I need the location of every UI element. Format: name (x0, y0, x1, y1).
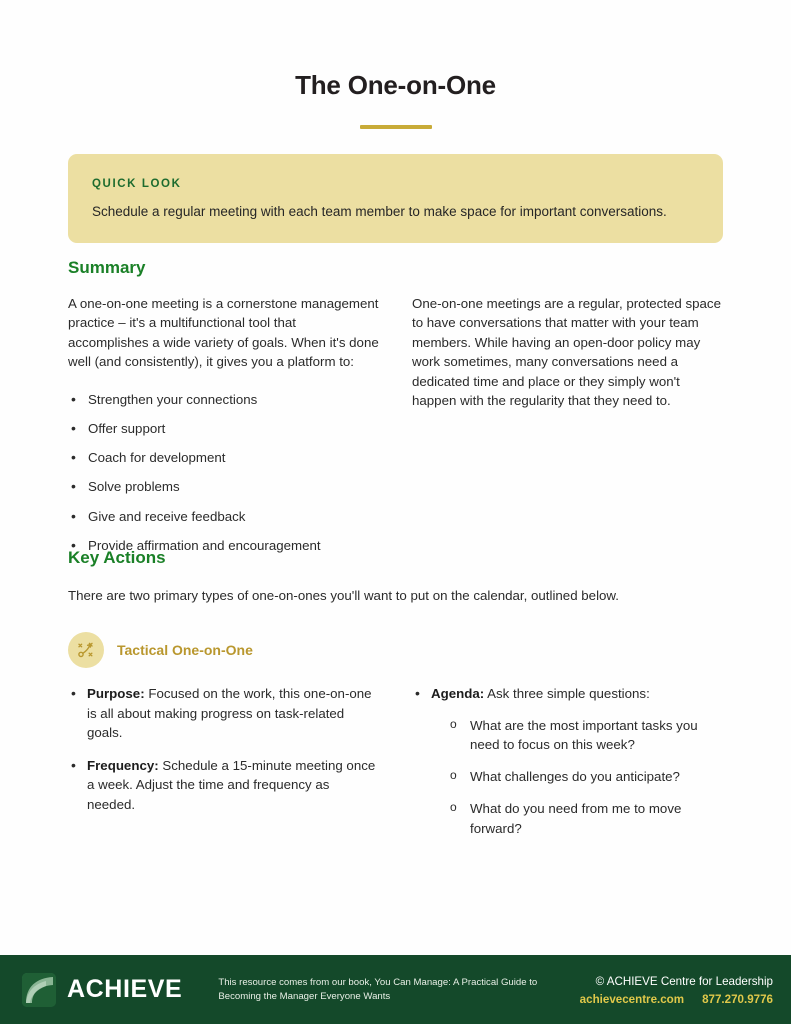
key-actions-left-column (68, 684, 380, 852)
summary-columns (68, 294, 724, 565)
summary-heading: Summary (68, 258, 146, 277)
summary-left-paragraph: A one-on-one meeting is a cornerstone management practice – it's a multifunctional tool that accomplishes a wide variety of goals. When it's done well (and consistently), it gives you a platform to: (68, 296, 379, 370)
key-actions-heading: Key Actions (68, 548, 166, 567)
summary-bullet-list (68, 390, 380, 556)
agenda-question-list (431, 716, 724, 838)
key-actions-right-column (412, 684, 724, 852)
summary-section (68, 258, 724, 565)
quick-look-label: QUICK LOOK (92, 178, 182, 190)
list-item: • Solve problems (68, 477, 380, 496)
page-title: The One-on-One (295, 70, 496, 100)
list-item: • Coach for development (68, 448, 380, 467)
footer-branding (22, 973, 182, 1007)
achieve-logo-wordmark: ACHIEVE (67, 975, 183, 1003)
footer-copyright: © ACHIEVE Centre for Leadership (595, 974, 773, 988)
list-item: • Give and receive feedback (68, 507, 380, 526)
list-item-text: Focused on the work, this one-on-one is all about making progress on task-related goals. (87, 686, 372, 740)
list-item: • Provide affirmation and encouragement (68, 536, 380, 555)
strategy-playbook-icon (68, 632, 104, 668)
summary-right-column (412, 294, 724, 565)
list-item (68, 756, 380, 814)
list-item (68, 684, 380, 742)
key-actions-section (68, 548, 724, 852)
list-item: • Strengthen your connections (68, 390, 380, 409)
key-actions-columns (68, 684, 724, 852)
footer-phone-number[interactable]: 877.270.9776 (702, 993, 773, 1007)
list-item-text: Ask three simple questions: (484, 686, 650, 702)
title-divider-rule (360, 125, 432, 129)
list-item: o What do you need from me to move forward? (448, 799, 724, 838)
tactical-subsection-title: Tactical One-on-One (117, 642, 253, 659)
footer-website-link[interactable]: achievecentre.com (579, 993, 685, 1007)
list-item (412, 684, 724, 838)
list-item-lead: Agenda: (431, 686, 485, 702)
summary-left-column (68, 294, 380, 565)
page-footer (0, 955, 791, 1024)
list-item-text: Schedule a 15-minute meeting once a week. Adjust the time and frequency as needed. (87, 758, 376, 812)
summary-right-paragraph: One-on-one meetings are a regular, protected space to have conversations that matter with your team members. While having an open-door policy may work sometimes, many conversations need a dedicated time and place or they simply won't happen with the regularity that they need to. (412, 296, 721, 409)
quick-look-text: Schedule a regular meeting with each team member to make space for important conversations. (92, 204, 667, 219)
quick-look-callout (68, 154, 723, 243)
tactical-detail-list (68, 684, 380, 814)
list-item-lead: Purpose: (87, 686, 145, 702)
footer-book-credit: This resource comes from our book, You Can Manage: A Practical Guide to Becoming the Manager Everyone Wants (218, 976, 538, 1002)
list-item-lead: Frequency: (87, 758, 159, 774)
key-actions-intro: There are two primary types of one-on-ones you'll want to put on the calendar, outlined below. (68, 588, 619, 603)
list-item: • Offer support (68, 419, 380, 438)
footer-contact-block (580, 973, 773, 1006)
list-item: o What are the most important tasks you need to focus on this week? (448, 716, 724, 755)
tactical-subsection-header (68, 632, 724, 668)
agenda-list (412, 684, 724, 838)
list-item: o What challenges do you anticipate? (448, 767, 724, 786)
achieve-logo-mark-icon (22, 973, 56, 1007)
footer-contact-row (580, 993, 773, 1006)
